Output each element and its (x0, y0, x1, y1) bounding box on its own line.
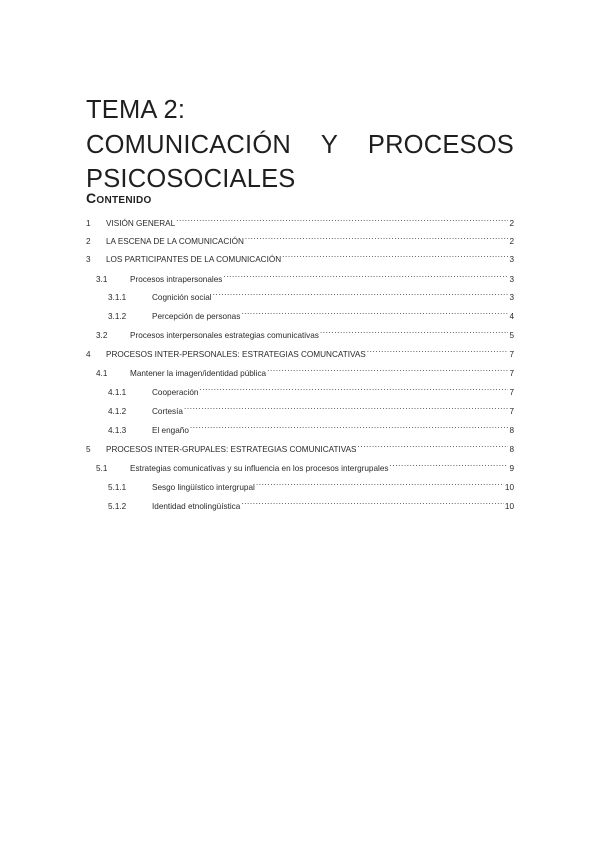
toc-dot-leader (358, 438, 509, 452)
toc-dot-leader (213, 286, 509, 300)
toc-entry-number: 4 (86, 350, 91, 359)
document-title (86, 93, 514, 197)
title-line-1: TEMA 2: (86, 96, 186, 125)
toc-entry-page: 9 (509, 464, 514, 473)
toc-entry-label: Cognición social (152, 293, 212, 302)
toc-dot-leader (190, 419, 509, 433)
toc-entry-page: 7 (509, 407, 514, 416)
toc-entry-label: Identidad etnolingüística (152, 502, 241, 511)
toc-entry-page: 10 (504, 483, 514, 492)
toc-entry[interactable] (86, 324, 514, 338)
toc-dot-leader (176, 212, 508, 226)
toc-dot-leader (245, 230, 509, 244)
toc-entry-page: 3 (509, 255, 514, 264)
toc-entry-number: 3.1.2 (108, 312, 127, 321)
toc-dot-leader (367, 343, 509, 357)
toc-entry-label: Cooperación (152, 388, 199, 397)
toc-entry-page: 8 (509, 445, 514, 454)
title-word: COMUNICACIÓN (86, 130, 291, 159)
toc-entry-page: 3 (509, 293, 514, 302)
toc-entry-number: 3.1 (96, 275, 108, 284)
toc-entry[interactable] (86, 268, 514, 282)
toc-entry[interactable] (86, 457, 514, 471)
toc-entry-number: 4.1 (96, 369, 108, 378)
toc-entry[interactable] (86, 212, 514, 226)
toc-entry-page: 4 (509, 312, 514, 321)
toc-entry-label: Percepción de personas (152, 312, 241, 321)
toc-entry[interactable] (86, 400, 514, 414)
toc-dot-leader (241, 495, 504, 509)
toc-entry-number: 4.1.1 (108, 388, 127, 397)
toc-entry-label: LOS PARTICIPANTES DE LA COMUNICACIÓN (106, 255, 282, 264)
toc-entry[interactable] (86, 476, 514, 490)
toc-entry-number: 3.2 (96, 331, 108, 340)
toc-entry[interactable] (86, 230, 514, 244)
toc-entry-page: 2 (509, 237, 514, 246)
title-line-2 (86, 128, 514, 163)
title-line-3: PSICOSOCIALES (86, 165, 296, 194)
toc-entry[interactable] (86, 362, 514, 376)
toc-entry[interactable] (86, 495, 514, 509)
toc-entry-page: 5 (509, 331, 514, 340)
toc-heading: Contenido (86, 190, 152, 206)
toc-entry[interactable] (86, 305, 514, 319)
toc-entry-number: 2 (86, 237, 91, 246)
toc-entry-number: 5.1 (96, 464, 108, 473)
toc-entry-label: Estrategias comunicativas y su influencia en los procesos intergrupales (130, 464, 389, 473)
toc-dot-leader (282, 248, 508, 262)
toc-entry[interactable] (86, 286, 514, 300)
toc-entry-label: LA ESCENA DE LA COMUNICACIÓN (106, 237, 244, 246)
toc-dot-leader (241, 305, 508, 319)
toc-entry-number: 3 (86, 255, 91, 264)
toc-entry-page: 3 (509, 275, 514, 284)
toc-entry-label: Cortesía (152, 407, 183, 416)
toc-entry-number: 4.1.2 (108, 407, 127, 416)
toc-dot-leader (223, 268, 508, 282)
toc-entry-number: 5 (86, 445, 91, 454)
toc-entry-label: Sesgo lingüístico intergrupal (152, 483, 255, 492)
toc-entry-page: 7 (509, 369, 514, 378)
toc-entry-label: PROCESOS INTER-GRUPALES: ESTRATEGIAS COMUNICATIVAS (106, 445, 357, 454)
toc-dot-leader (267, 362, 508, 376)
title-word: Y (320, 130, 339, 159)
toc-entry-label: Procesos intrapersonales (130, 275, 223, 284)
toc-entry-page: 8 (509, 426, 514, 435)
toc-entry-page: 7 (509, 388, 514, 397)
toc-dot-leader (199, 381, 508, 395)
toc-dot-leader (256, 476, 504, 490)
toc-dot-leader (390, 457, 509, 471)
toc-entry[interactable] (86, 438, 514, 452)
toc-dot-leader (184, 400, 508, 414)
toc-entry-label: VISIÓN GENERAL (106, 219, 176, 228)
toc-entry-page: 7 (509, 350, 514, 359)
toc-entry-label: Procesos interpersonales estrategias comunicativas (130, 331, 319, 340)
toc-entry-label: PROCESOS INTER-PERSONALES: ESTRATEGIAS COMUNCATIVAS (106, 350, 366, 359)
toc-entry-page: 10 (504, 502, 514, 511)
toc-entry[interactable] (86, 419, 514, 433)
toc-entry[interactable] (86, 381, 514, 395)
toc-entry-number: 3.1.1 (108, 293, 127, 302)
toc-entry-number: 1 (86, 219, 91, 228)
toc-entry-label: Mantener la imagen/identidad pública (130, 369, 267, 378)
toc-entry-page: 2 (509, 219, 514, 228)
toc-dot-leader (320, 324, 509, 338)
toc-entry-number: 5.1.2 (108, 502, 127, 511)
title-word: PROCESOS (367, 130, 514, 159)
toc-entry[interactable] (86, 248, 514, 262)
toc-entry-number: 4.1.3 (108, 426, 127, 435)
toc-entry-label: El engaño (152, 426, 189, 435)
toc-entry-number: 5.1.1 (108, 483, 127, 492)
toc-entry[interactable] (86, 343, 514, 357)
